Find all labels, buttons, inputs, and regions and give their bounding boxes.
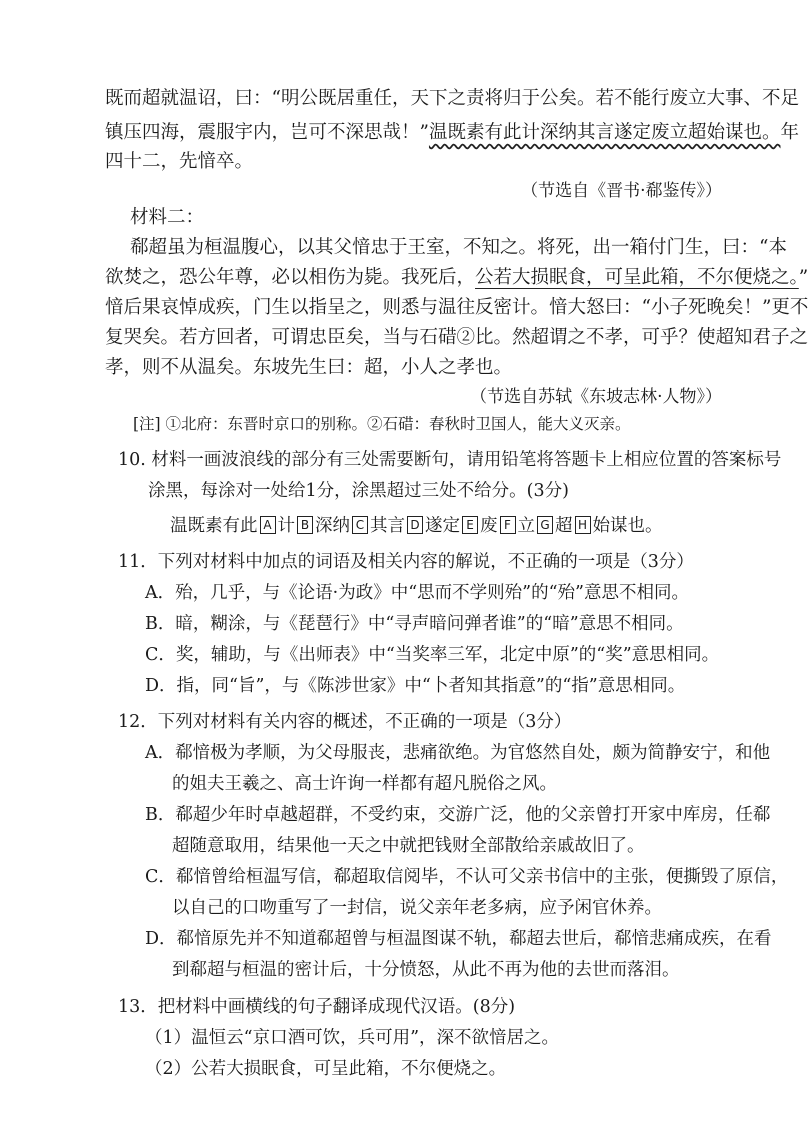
q10-stem-line2: 涂黑，每涂对一处给1分，涂黑超过三处不给分。(3分) [148, 481, 569, 501]
q10-segment: 超 [555, 516, 573, 536]
q12-option-a-line1[interactable]: A．郗愔极为孝顺，为父母服丧，悲痛欲绝。为官悠然自处，颇为简静安宁，和他 [145, 743, 771, 763]
material1-line1: 既而超就温诏，曰：“明公既居重任，天下之责将归于公矣。若不能行废立大事、不足 [105, 88, 799, 109]
material1-wavy-sentence: 温既素有此计深纳其言遂定废立超始谋也。 [428, 122, 781, 143]
q12-option-c-line2: 以自己的口吻重写了一封信，说父亲年老多病，应予闲官休养。 [172, 898, 662, 918]
q10-mark-D[interactable]: D [407, 516, 423, 534]
q12-option-d-line1[interactable]: D．郗愔原先并不知道郗超曾与桓温图谋不轨，郗超去世后，郗愔悲痛成疾，在看 [145, 929, 772, 949]
material2-line2 [105, 266, 808, 290]
q12-option-b-line2: 超随意取用，结果他一天之中就把钱财全部散给亲戚故旧了。 [172, 836, 645, 856]
q10-mark-A[interactable]: A [260, 516, 276, 534]
q12-option-b-line1[interactable]: B．郗超少年时卓越超群，不受约束，交游广泛，他的父亲曾打开家中库房，任郗 [145, 805, 771, 825]
material1-line3: 四十二，先愔卒。 [105, 151, 254, 172]
q12-stem: 12．下列对材料有关内容的概述，不正确的一项是（3分） [118, 712, 572, 732]
material2-source: （节选自苏轼《东坡志林·人物》） [470, 387, 722, 407]
material2-line2-quote: ” [798, 267, 808, 288]
q13-sentence-1: （1）温恒云“京口酒可饮，兵可用”，深不欲愔居之。 [145, 1028, 560, 1048]
q13-stem: 13．把材料中画横线的句子翻译成现代汉语。(8分) [118, 997, 516, 1017]
q12-option-d-line2: 到郗超与桓温的密计后，十分愤怒，从此不再为他的去世而落泪。 [172, 960, 680, 980]
material2-line1: 郗超虽为桓温腹心，以其父愔忠于王室，不知之。将死，出一箱付门生，曰：“本 [130, 237, 787, 258]
q10-mark-E[interactable]: E [462, 516, 478, 534]
material1-source: （节选自《晋书·郗鉴传》） [521, 181, 722, 201]
q10-segment: 其言 [370, 516, 405, 536]
material1-line2-tail: 年 [780, 122, 799, 143]
q10-options [170, 514, 663, 538]
q11-option-d[interactable]: D．指，同“旨”，与《陈涉世家》中“卜者知其指意”的“指”意思相同。 [145, 676, 686, 696]
material1-line2 [105, 121, 799, 145]
material2-heading: 材料二： [130, 207, 205, 228]
q10-mark-B[interactable]: B [297, 516, 313, 534]
material2-line4: 复哭矣。若方回者，可谓忠臣矣，当与石碏②比。然超谓之不孝，可乎？使超知君子之 [105, 327, 808, 348]
q12-option-a-line2: 的姐夫王羲之、高士许询一样都有超凡脱俗之风。 [172, 774, 557, 794]
q10-mark-F[interactable]: F [500, 516, 516, 534]
q13-sentence-2: （2）公若大损眠食，可呈此箱，不尔便烧之。 [145, 1059, 507, 1079]
q10-segment: 计 [277, 516, 295, 536]
q11-option-b[interactable]: B．暗，糊涂，与《琵琶行》中“寻声暗问弹者谁”的“暗”意思不相同。 [145, 614, 684, 634]
q11-stem: 11．下列对材料中加点的词语及相关内容的解说，不正确的一项是（3分） [118, 552, 694, 572]
q10-mark-G[interactable]: G [537, 516, 553, 534]
q10-segment: 遂定 [425, 516, 460, 536]
material1-line2-text: 镇压四海，震服宇内，岂可不深思哉！” [105, 122, 429, 143]
q10-segment: 始谋也。 [592, 516, 663, 536]
q10-segment: 深纳 [315, 516, 350, 536]
material2-underlined-sentence: 公若大损眠食，可呈此箱，不尔便烧之。 [475, 267, 799, 288]
material2-line5: 孝，则不从温矣。东坡先生曰：超，小人之孝也。 [105, 357, 513, 378]
material2-line3: 愔后果哀悼成疾，门生以指呈之，则悉与温往反密计。愔大怒曰：“小子死晚矣！”更不 [105, 297, 808, 318]
q10-stem-line1: 10. 材料一画波浪线的部分有三处需要断句，请用铅笔将答题卡上相应位置的答案标号 [118, 450, 782, 470]
q11-option-a[interactable]: A．殆，几乎，与《论语·为政》中“思而不学则殆”的“殆”意思不相同。 [145, 583, 689, 603]
q10-mark-H[interactable]: H [575, 516, 591, 534]
material2-note: [注] ①北府：东晋时京口的别称。②石碏：春秋时卫国人，能大义灭亲。 [133, 415, 631, 433]
q10-segment: 废 [480, 516, 498, 536]
q11-option-c[interactable]: C．奖，辅助，与《出师表》中“当奖率三军，北定中原”的“奖”意思相同。 [145, 645, 720, 665]
q10-segment: 立 [517, 516, 535, 536]
q10-mark-C[interactable]: C [352, 516, 368, 534]
material2-line2-text: 欲焚之，恐公年尊，必以相伤为毙。我死后， [105, 267, 476, 288]
q10-segment: 温既素有此 [170, 516, 258, 536]
q12-option-c-line1[interactable]: C．郗愔曾给桓温写信，郗超取信阅毕，不认可父亲书信中的主张，便撕毁了原信， [145, 867, 789, 887]
